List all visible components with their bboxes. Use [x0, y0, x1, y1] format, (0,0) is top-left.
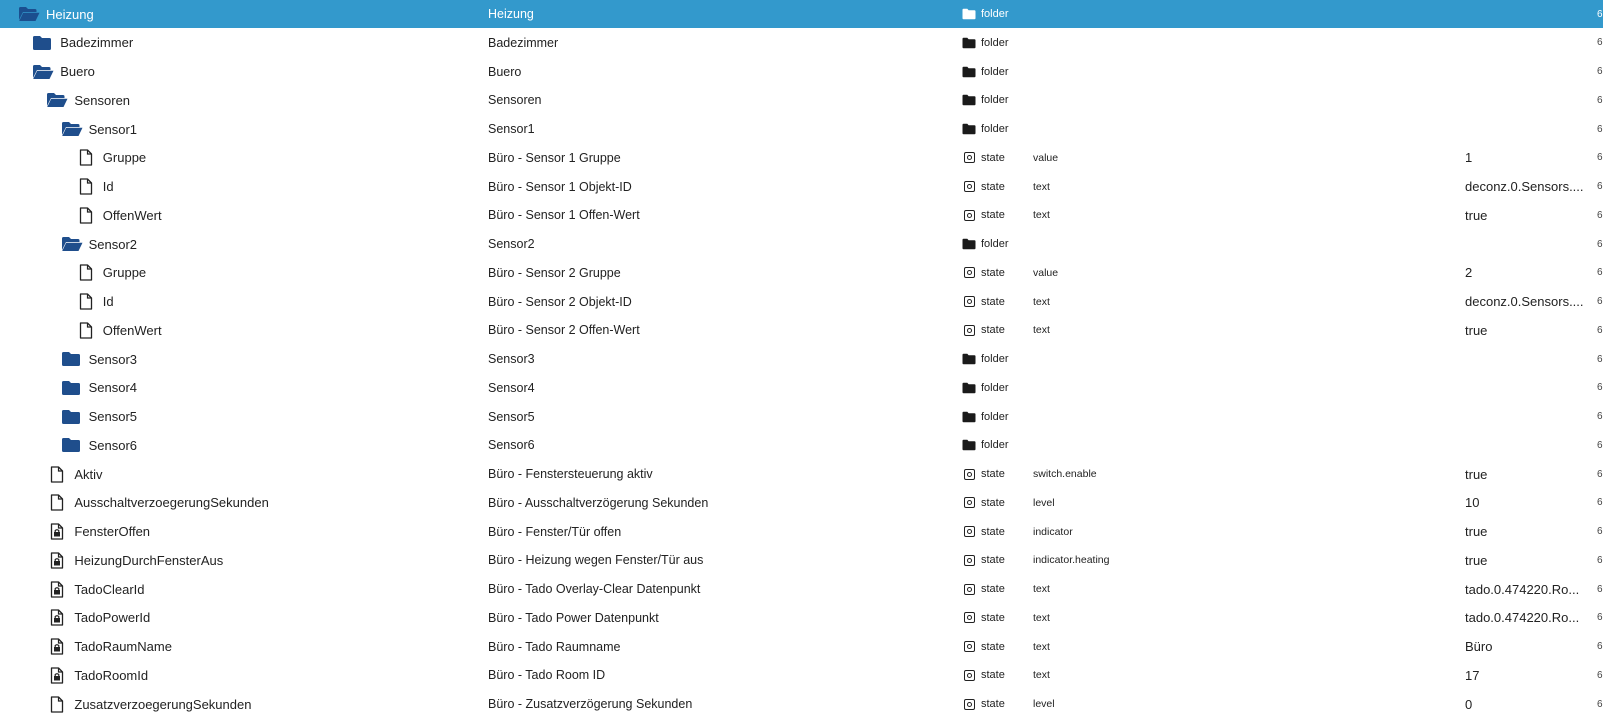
- file-icon: [46, 494, 68, 512]
- tree-row[interactable]: [0, 173, 1603, 201]
- state-type-icon: [962, 583, 976, 595]
- tree-row[interactable]: [0, 460, 1603, 488]
- object-value[interactable]: true: [1465, 322, 1488, 338]
- state-box-icon: [964, 325, 975, 336]
- object-type-text: folder: [981, 381, 1009, 394]
- clipped-column-text: 6: [1597, 411, 1603, 422]
- state-type-icon: [962, 641, 976, 653]
- name-cell: [61, 230, 137, 258]
- clipped-column-text: 6: [1597, 468, 1603, 480]
- name-cell: [61, 431, 137, 459]
- object-type: [962, 604, 1005, 632]
- object-label: Büro - Sensor 2 Gruppe: [488, 265, 621, 280]
- object-value[interactable]: true: [1465, 207, 1488, 223]
- tree-row[interactable]: [0, 546, 1603, 574]
- object-label: Heizung: [488, 7, 534, 21]
- object-type: [962, 29, 1009, 57]
- state-type-icon: [962, 612, 976, 624]
- clipped-column-text: 6: [1597, 612, 1603, 624]
- locked-file-icon: [46, 551, 68, 569]
- object-role: text: [1033, 324, 1050, 337]
- object-name: AusschaltverzoegerungSekunden: [74, 495, 269, 511]
- object-label: Büro - Sensor 1 Objekt-ID: [488, 179, 632, 194]
- folder-type-icon: [962, 382, 976, 394]
- object-name: OffenWert: [102, 207, 162, 223]
- object-type: [962, 633, 1005, 661]
- folder-open-icon[interactable]: [18, 5, 40, 23]
- object-value[interactable]: tado.0.474220.Ro...: [1465, 610, 1580, 626]
- tree-row[interactable]: [0, 604, 1603, 632]
- state-box-icon: [964, 469, 975, 480]
- object-value[interactable]: 2: [1465, 265, 1473, 281]
- object-value[interactable]: true: [1465, 466, 1488, 482]
- file-icon: [46, 695, 68, 713]
- object-type: [962, 173, 1005, 201]
- object-type-text: state: [981, 180, 1005, 193]
- state-type-icon: [962, 526, 976, 538]
- tree-row[interactable]: [0, 431, 1603, 459]
- name-cell: [46, 489, 268, 517]
- name-cell: [75, 144, 146, 172]
- object-type-text: state: [981, 669, 1005, 682]
- object-name: HeizungDurchFensterAus: [74, 552, 224, 568]
- name-cell: [46, 690, 251, 718]
- tree-row[interactable]: [0, 316, 1603, 344]
- object-name: OffenWert: [102, 322, 162, 338]
- folder-type-icon: [962, 37, 976, 49]
- object-type-text: state: [981, 583, 1005, 595]
- clipped-column-text: 6: [1597, 209, 1603, 221]
- clipped-column-text: 6: [1597, 296, 1603, 307]
- folder-open-icon[interactable]: [32, 63, 54, 81]
- tree-row[interactable]: [0, 144, 1603, 172]
- object-type-text: folder: [981, 410, 1009, 423]
- tree-row[interactable]: [0, 201, 1603, 229]
- clipped-column-text: 6: [1597, 669, 1603, 681]
- object-type: [962, 690, 1005, 718]
- object-type: [962, 259, 1005, 287]
- object-name: Sensor2: [88, 236, 138, 252]
- clipped-column-text: 6: [1597, 123, 1603, 135]
- locked-file-icon: [46, 638, 68, 656]
- tree-row[interactable]: [0, 259, 1603, 287]
- tree-row[interactable]: [0, 518, 1603, 546]
- object-role: text: [1033, 640, 1050, 653]
- object-value[interactable]: tado.0.474220.Ro...: [1465, 581, 1580, 597]
- object-label: Sensoren: [488, 93, 542, 108]
- object-type: [962, 518, 1005, 546]
- object-type: [962, 58, 1009, 86]
- object-role: text: [1033, 180, 1050, 193]
- folder-closed-icon[interactable]: [61, 436, 83, 454]
- object-name: ZusatzverzoegerungSekunden: [74, 696, 252, 712]
- folder-type-icon: [962, 66, 976, 78]
- state-box-icon: [964, 296, 975, 307]
- state-type-icon: [962, 267, 976, 279]
- clipped-column-text: 6: [1597, 583, 1603, 595]
- tree-row[interactable]: [0, 230, 1603, 258]
- object-label: Sensor6: [488, 438, 535, 453]
- object-name: Sensor3: [88, 351, 138, 367]
- object-type: [962, 546, 1005, 574]
- state-box-icon: [964, 584, 975, 595]
- object-name: Sensor6: [88, 437, 138, 453]
- folder-open-icon[interactable]: [61, 120, 83, 138]
- object-label: Buero: [488, 64, 522, 79]
- object-type-text: state: [981, 640, 1005, 653]
- locked-file-icon: [46, 666, 68, 684]
- folder-closed-icon[interactable]: [32, 34, 54, 52]
- clipped-column-text: 6: [1597, 94, 1603, 106]
- object-type-text: state: [981, 698, 1005, 710]
- name-cell: [18, 0, 94, 28]
- object-type: [962, 575, 1005, 603]
- object-name: Sensor1: [88, 121, 138, 137]
- object-type-text: folder: [981, 439, 1009, 452]
- object-type-text: state: [981, 324, 1005, 337]
- state-box-icon: [964, 267, 975, 278]
- object-role: text: [1033, 611, 1050, 624]
- clipped-column-text: 6: [1597, 353, 1603, 365]
- object-role: text: [1033, 583, 1050, 595]
- clipped-column-text: 6: [1597, 238, 1603, 250]
- clipped-column-text: 6: [1597, 66, 1603, 77]
- object-label: Büro - Sensor 2 Objekt-ID: [488, 294, 632, 309]
- object-role: indicator.heating: [1033, 554, 1110, 567]
- object-value[interactable]: deconz.0.Sensors....: [1465, 294, 1584, 309]
- object-type-text: state: [981, 468, 1005, 480]
- object-type: [962, 345, 1009, 373]
- object-value[interactable]: Büro: [1465, 639, 1493, 654]
- object-type-text: folder: [981, 238, 1009, 250]
- object-role: switch.enable: [1033, 468, 1097, 480]
- folder-closed-icon[interactable]: [61, 379, 83, 397]
- state-box-icon: [964, 555, 975, 566]
- tree-row[interactable]: [0, 345, 1603, 373]
- tree-row[interactable]: [0, 86, 1603, 114]
- folder-closed-icon[interactable]: [61, 350, 83, 368]
- object-label: Büro - Sensor 1 Gruppe: [488, 150, 621, 165]
- name-cell: [46, 633, 172, 661]
- object-type-text: state: [981, 266, 1005, 279]
- tree-row[interactable]: [0, 29, 1603, 57]
- object-name: TadoRoomId: [74, 667, 149, 683]
- clipped-column-text: 6: [1597, 37, 1603, 49]
- object-name: Badezimmer: [60, 35, 134, 51]
- object-name: Sensor4: [88, 380, 138, 396]
- object-type: [962, 431, 1009, 459]
- object-type-text: folder: [981, 8, 1009, 20]
- object-role: text: [1033, 209, 1050, 222]
- object-type-text: folder: [981, 123, 1009, 135]
- name-cell: [61, 115, 137, 143]
- clipped-column-text: 6: [1597, 152, 1603, 164]
- state-type-icon: [962, 152, 976, 164]
- state-type-icon: [962, 468, 976, 480]
- object-role: level: [1033, 698, 1055, 710]
- folder-type-icon: [962, 238, 976, 250]
- object-name: Gruppe: [102, 150, 147, 166]
- object-name: TadoRaumName: [74, 639, 172, 654]
- object-role: value: [1033, 266, 1059, 279]
- clipped-column-text: 6: [1597, 641, 1603, 652]
- object-type-text: state: [981, 611, 1005, 624]
- name-cell: [46, 518, 150, 546]
- object-type-text: folder: [981, 94, 1009, 107]
- folder-open-icon[interactable]: [61, 235, 83, 253]
- clipped-column-text: 6: [1597, 497, 1603, 509]
- object-value[interactable]: deconz.0.Sensors....: [1465, 179, 1584, 194]
- object-role: value: [1033, 151, 1059, 164]
- name-cell: [75, 288, 114, 316]
- name-cell: [32, 58, 95, 86]
- state-box-icon: [964, 152, 975, 163]
- locked-file-icon: [46, 523, 68, 541]
- name-cell: [32, 29, 133, 57]
- tree-row[interactable]: [0, 288, 1603, 316]
- object-role: level: [1033, 496, 1055, 509]
- state-type-icon: [962, 698, 976, 710]
- state-type-icon: [962, 669, 976, 681]
- object-type-text: state: [981, 525, 1005, 538]
- object-label: Sensor1: [488, 122, 535, 136]
- clipped-column-text: 6: [1597, 554, 1603, 566]
- clipped-column-text: 6: [1597, 526, 1603, 537]
- object-label: Sensor4: [488, 380, 535, 395]
- object-label: Büro - Ausschaltverzögerung Sekunden: [488, 495, 709, 510]
- name-cell: [46, 460, 102, 488]
- name-cell: [46, 604, 150, 632]
- object-name: TadoPowerId: [74, 610, 151, 626]
- object-type-text: state: [981, 554, 1005, 567]
- object-type-text: folder: [981, 36, 1009, 49]
- name-cell: [46, 546, 223, 574]
- name-cell: [61, 374, 137, 402]
- state-box-icon: [964, 670, 975, 681]
- object-name: Id: [102, 294, 114, 309]
- file-icon: [75, 149, 97, 167]
- tree-row[interactable]: [0, 633, 1603, 661]
- name-cell: [75, 259, 146, 287]
- locked-file-icon: [46, 580, 68, 598]
- state-box-icon: [964, 699, 975, 710]
- state-box-icon: [964, 497, 975, 508]
- file-icon: [46, 465, 68, 483]
- object-value[interactable]: 0: [1465, 696, 1473, 712]
- object-type-text: state: [981, 151, 1005, 164]
- name-cell: [75, 316, 162, 344]
- object-type: [962, 460, 1005, 488]
- clipped-column-text: 6: [1597, 8, 1603, 20]
- object-label: Büro - Fenstersteuerung aktiv: [488, 467, 653, 481]
- object-label: Büro - Fenster/Tür offen: [488, 524, 622, 539]
- state-box-icon: [964, 210, 975, 221]
- object-value[interactable]: 10: [1465, 495, 1480, 511]
- object-type-text: folder: [981, 65, 1009, 78]
- tree-row[interactable]: [0, 489, 1603, 517]
- object-label: Büro - Sensor 1 Offen-Wert: [488, 208, 640, 223]
- tree-row[interactable]: [0, 661, 1603, 689]
- object-name: Sensor5: [88, 409, 138, 424]
- state-type-icon: [962, 181, 976, 193]
- file-icon: [75, 264, 97, 282]
- object-name: Aktiv: [74, 466, 103, 482]
- object-name: FensterOffen: [74, 524, 151, 539]
- folder-type-icon: [962, 8, 976, 20]
- tree-row[interactable]: [0, 0, 1603, 28]
- folder-type-icon: [962, 94, 976, 106]
- locked-file-icon: [46, 609, 68, 627]
- name-cell: [75, 173, 114, 201]
- object-type: [962, 86, 1009, 114]
- name-cell: [61, 403, 137, 431]
- tree-row[interactable]: [0, 58, 1603, 86]
- object-type: [962, 144, 1005, 172]
- folder-closed-icon[interactable]: [61, 408, 83, 426]
- object-role: indicator: [1033, 525, 1073, 538]
- clipped-column-text: 6: [1597, 181, 1603, 192]
- folder-open-icon[interactable]: [46, 91, 68, 109]
- object-type: [962, 374, 1009, 402]
- name-cell: [75, 201, 162, 229]
- state-type-icon: [962, 554, 976, 566]
- tree-row[interactable]: [0, 690, 1603, 718]
- object-type: [962, 230, 1009, 258]
- object-type-text: state: [981, 496, 1005, 509]
- folder-type-icon: [962, 439, 976, 451]
- object-value[interactable]: true: [1465, 524, 1488, 539]
- object-label: Büro - Tado Overlay-Clear Datenpunkt: [488, 582, 701, 596]
- object-value[interactable]: 1: [1465, 150, 1473, 166]
- object-label: Büro - Sensor 2 Offen-Wert: [488, 323, 640, 338]
- state-type-icon: [962, 324, 976, 336]
- clipped-column-text: 6: [1597, 324, 1603, 336]
- folder-type-icon: [962, 353, 976, 365]
- object-label: Sensor2: [488, 237, 535, 251]
- object-type: [962, 115, 1009, 143]
- folder-type-icon: [962, 123, 976, 135]
- state-type-icon: [962, 296, 976, 308]
- object-name: Id: [102, 179, 114, 194]
- clipped-column-text: 6: [1597, 382, 1603, 394]
- object-type: [962, 489, 1005, 517]
- state-box-icon: [964, 641, 975, 652]
- object-name: Buero: [60, 64, 95, 79]
- object-name: TadoClearId: [74, 581, 145, 597]
- object-label: Büro - Tado Power Datenpunkt: [488, 610, 659, 625]
- object-role: text: [1033, 669, 1050, 682]
- object-name: Heizung: [46, 6, 94, 22]
- object-name: Sensoren: [74, 92, 131, 108]
- object-type: [962, 0, 1009, 28]
- name-cell: [46, 661, 148, 689]
- object-type: [962, 661, 1005, 689]
- name-cell: [46, 575, 144, 603]
- clipped-column-text: 6: [1597, 698, 1603, 710]
- tree-row[interactable]: [0, 403, 1603, 431]
- object-label: Badezimmer: [488, 35, 559, 50]
- name-cell: [61, 345, 137, 373]
- folder-type-icon: [962, 411, 976, 423]
- object-label: Büro - Heizung wegen Fenster/Tür aus: [488, 553, 704, 568]
- object-label: Sensor5: [488, 409, 535, 424]
- object-label: Büro - Zusatzverzögerung Sekunden: [488, 697, 693, 711]
- object-value[interactable]: 17: [1465, 667, 1480, 683]
- object-type: [962, 288, 1005, 316]
- object-label: Büro - Tado Raumname: [488, 639, 621, 654]
- tree-row[interactable]: [0, 115, 1603, 143]
- file-icon: [75, 178, 97, 196]
- object-type: [962, 201, 1005, 229]
- tree-row[interactable]: [0, 374, 1603, 402]
- object-type-text: folder: [981, 353, 1009, 365]
- state-box-icon: [964, 181, 975, 192]
- object-type: [962, 403, 1009, 431]
- object-label: Sensor3: [488, 352, 535, 366]
- object-name: Gruppe: [102, 265, 147, 281]
- state-type-icon: [962, 209, 976, 221]
- clipped-column-text: 6: [1597, 439, 1603, 451]
- object-type-text: state: [981, 295, 1005, 308]
- file-icon: [75, 293, 97, 311]
- state-box-icon: [964, 612, 975, 623]
- object-value[interactable]: true: [1465, 552, 1488, 568]
- object-role: text: [1033, 295, 1050, 308]
- file-icon: [75, 206, 97, 224]
- tree-row[interactable]: [0, 575, 1603, 603]
- name-cell: [46, 86, 130, 114]
- clipped-column-text: 6: [1597, 267, 1603, 279]
- object-label: Büro - Tado Room ID: [488, 668, 606, 683]
- state-box-icon: [964, 526, 975, 537]
- object-type-text: state: [981, 209, 1005, 222]
- state-type-icon: [962, 497, 976, 509]
- file-icon: [75, 321, 97, 339]
- object-type: [962, 316, 1005, 344]
